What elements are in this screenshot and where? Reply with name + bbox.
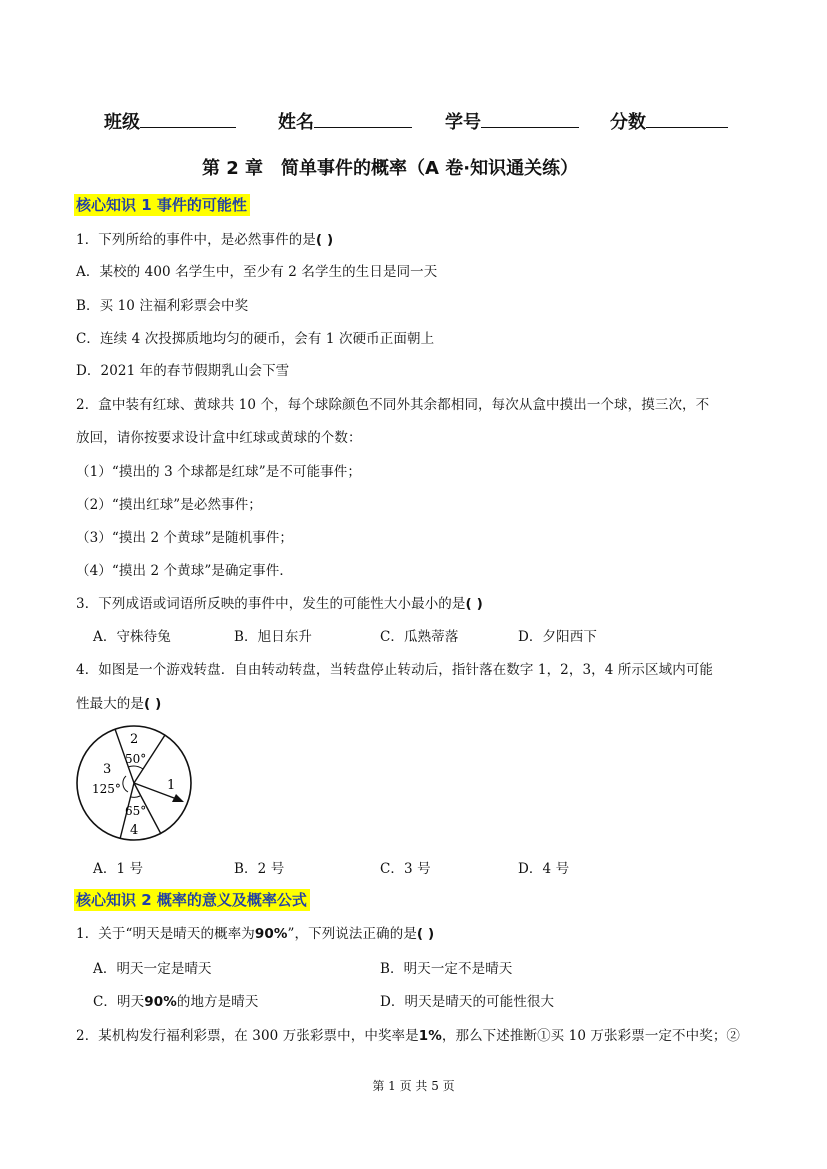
s1-q2-item-4: （4）“摸出 2 个黄球”是确定事件． <box>76 563 293 579</box>
s2-q1-percent: 90% <box>254 926 288 942</box>
s2-q1-text-post: ”，下列说法正确的是 <box>287 926 417 942</box>
s2-q1-option-a: A．明天一定是晴天 <box>93 961 212 977</box>
page-title: 第 2 章 简单事件的概率（A 卷·知识通关练） <box>202 158 579 179</box>
s2-q1-text-pre: 1．关于“明天是晴天的概率为 <box>76 926 255 942</box>
s2-q2-stem <box>76 1024 740 1044</box>
region-3-label: 3 <box>103 762 112 777</box>
s1-q4-option-c: C．3 号 <box>380 861 431 877</box>
angle-2-label: 50° <box>125 752 147 766</box>
s1-q3-option-d: D．夕阳西下 <box>518 629 597 645</box>
id-blank[interactable] <box>481 109 579 128</box>
id-label: 学号 <box>445 112 481 133</box>
s1-q1-stem <box>76 228 333 248</box>
s2-q1-option-c-post: 的地方是晴天 <box>176 994 259 1010</box>
name-blank[interactable] <box>314 109 412 128</box>
s1-q2-stem-line2: 放回，请你按要求设计盒中红球或黄球的个数： <box>76 430 362 446</box>
s1-q1-text: 1．下列所给的事件中，是必然事件的是 <box>76 232 316 248</box>
region-2-label: 2 <box>130 732 139 747</box>
s1-q1-option-a: A．某校的 400 名学生中，至少有 2 名学生的生日是同一天 <box>76 264 438 280</box>
section-1-heading: 核心知识 1 事件的可能性 <box>74 194 250 216</box>
s2-q1-option-c <box>93 990 258 1010</box>
score-field <box>610 108 728 134</box>
s1-q1-option-d: D．2021 年的春节假期乳山会下雪 <box>76 363 290 379</box>
s2-q2-text-pre: 2．某机构发行福利彩票，在 300 万张彩票中，中奖率是 <box>76 1028 419 1044</box>
class-label: 班级 <box>104 112 140 133</box>
score-blank[interactable] <box>646 109 728 128</box>
s1-q4-paren: ( ) <box>144 696 162 712</box>
s2-q2-percent: 1% <box>418 1028 442 1044</box>
section-2-heading: 核心知识 2 概率的意义及概率公式 <box>74 889 310 911</box>
s1-q4-option-d: D．4 号 <box>518 861 570 877</box>
s1-q4-stem-line1: 4．如图是一个游戏转盘．自由转动转盘，当转盘停止转动后，指针落在数字 1，2，3，4 所示区域内可能 <box>76 662 714 678</box>
s1-q3-option-c: C．瓜熟蒂落 <box>380 629 459 645</box>
class-blank[interactable] <box>140 109 236 128</box>
s1-q4-option-a: A．1 号 <box>93 861 144 877</box>
s1-q1-option-b: B．买 10 注福利彩票会中奖 <box>76 298 249 314</box>
s1-q3-option-b: B．旭日东升 <box>234 629 313 645</box>
s1-q4-text: 性最大的是 <box>76 696 144 712</box>
region-1-label: 1 <box>167 778 176 793</box>
s2-q1-option-d: D．明天是晴天的可能性很大 <box>380 994 555 1010</box>
s1-q4-stem-line2 <box>76 692 161 712</box>
s1-q1-paren: ( ) <box>315 232 334 248</box>
class-field <box>104 108 236 134</box>
s1-q3-text: 3．下列成语或词语所反映的事件中，发生的可能性大小最小的是 <box>76 596 466 612</box>
s1-q3-stem <box>76 592 483 612</box>
name-field <box>278 108 412 134</box>
angle-arc-4 <box>131 796 140 797</box>
angle-3-label: 125° <box>92 782 121 796</box>
s1-q4-option-b: B．2 号 <box>234 861 285 877</box>
s1-q1-option-c: C．连续 4 次投掷质地均匀的硬币，会有 1 次硬币正面朝上 <box>76 331 435 347</box>
angle-arc-3 <box>123 776 128 792</box>
score-label: 分数 <box>610 112 646 133</box>
spinner-diagram <box>70 718 200 848</box>
s1-q2-item-3: （3）“摸出 2 个黄球”是随机事件； <box>76 530 293 546</box>
s2-q1-option-c-percent: 90% <box>144 994 177 1010</box>
region-4-label: 4 <box>130 823 139 838</box>
s2-q1-option-c-pre: C．明天 <box>93 994 145 1010</box>
angle-4-label: 65° <box>125 804 147 818</box>
s2-q2-text-post: ，那么下述推断①买 10 万张彩票一定不中奖；② <box>441 1028 741 1044</box>
page-footer: 第 1 页 共 5 页 <box>372 1079 455 1093</box>
s1-q2-item-2: （2）“摸出红球”是必然事件； <box>76 497 262 513</box>
s2-q1-option-b: B．明天一定不是晴天 <box>380 961 513 977</box>
s2-q1-paren: ( ) <box>416 926 435 942</box>
s1-q2-item-1: （1）“摸出的 3 个球都是红球”是不可能事件； <box>76 464 361 480</box>
s1-q3-option-a: A．守株待兔 <box>93 629 171 645</box>
name-label: 姓名 <box>278 112 314 133</box>
s2-q1-stem <box>76 922 434 942</box>
angle-arc-2 <box>128 766 143 769</box>
id-field <box>445 108 579 134</box>
s1-q2-stem-line1: 2．盒中装有红球、黄球共 10 个，每个球除颜色不同外其余都相同，每次从盒中摸出一个球，摸三次，不 <box>76 397 710 413</box>
s1-q3-paren: ( ) <box>465 596 483 612</box>
